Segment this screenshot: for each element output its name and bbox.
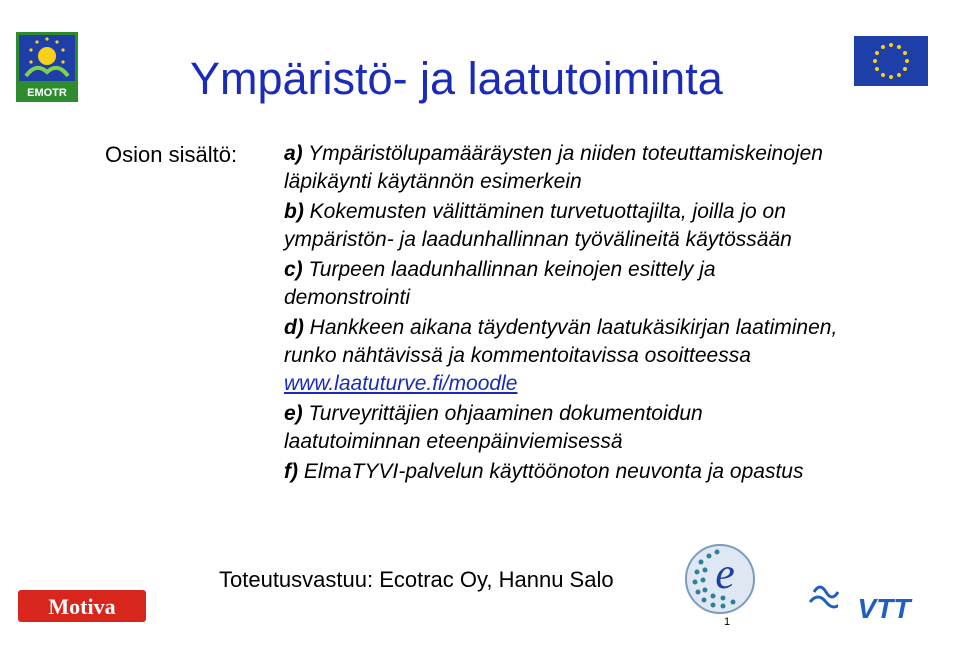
section-label: Osion sisältö: bbox=[105, 142, 238, 167]
list-item-a bbox=[284, 140, 844, 196]
list-item-c bbox=[284, 256, 844, 312]
motiva-logo bbox=[18, 590, 146, 622]
item-letter: a) bbox=[284, 142, 303, 165]
eu-flag-icon bbox=[854, 36, 928, 86]
e-emblem-text: e bbox=[715, 549, 735, 598]
page-number: 1 bbox=[724, 616, 731, 628]
list-item-d bbox=[284, 314, 844, 398]
slide-title: Ympäristö- ja laatutoiminta bbox=[190, 53, 723, 104]
item-text: Kokemusten välittäminen turvetuottajilta, joilla jo on ympäristön- ja laadunhallinnan työvälineitä käytössään bbox=[284, 200, 792, 251]
responsibility-text: Toteutusvastuu: Ecotrac Oy, Hannu Salo bbox=[219, 567, 614, 592]
motiva-logo-text: Motiva bbox=[48, 594, 116, 619]
item-text: Turveyrittäjien ohjaaminen dokumentoidun laatutoiminnan eteenpäinviemisessä bbox=[284, 402, 703, 453]
item-text: ElmaTYVI-palvelun käyttöönoton neuvonta ja opastus bbox=[298, 460, 804, 483]
item-letter: c) bbox=[284, 258, 303, 281]
item-letter: e) bbox=[284, 402, 303, 425]
vtt-logo bbox=[808, 578, 928, 622]
emotr-logo bbox=[16, 32, 78, 102]
item-letter: d) bbox=[284, 316, 304, 339]
list-item-e bbox=[284, 400, 844, 456]
content-list bbox=[284, 140, 844, 488]
vtt-logo-text: VTT bbox=[857, 593, 911, 622]
list-item-b bbox=[284, 198, 844, 254]
moodle-link[interactable]: www.laatuturve.fi/moodle bbox=[284, 372, 518, 395]
item-letter: b) bbox=[284, 200, 304, 223]
item-text: Ympäristölupamääräysten ja niiden toteuttamiskeinojen läpikäynti käytännön esimerkein bbox=[284, 142, 823, 193]
list-item-f bbox=[284, 458, 844, 486]
item-text: Turpeen laadunhallinnan keinojen esittely ja demonstrointi bbox=[284, 258, 716, 309]
e-emblem-logo bbox=[683, 542, 757, 616]
item-letter: f) bbox=[284, 460, 298, 483]
emotr-logo-text: EMOTR bbox=[27, 87, 67, 99]
item-text: Hankkeen aikana täydentyvän laatukäsikirjan laatiminen, runko nähtävissä ja kommentoitavissa osoitteessa bbox=[284, 316, 838, 367]
emotr-logo-graphic bbox=[16, 32, 78, 102]
